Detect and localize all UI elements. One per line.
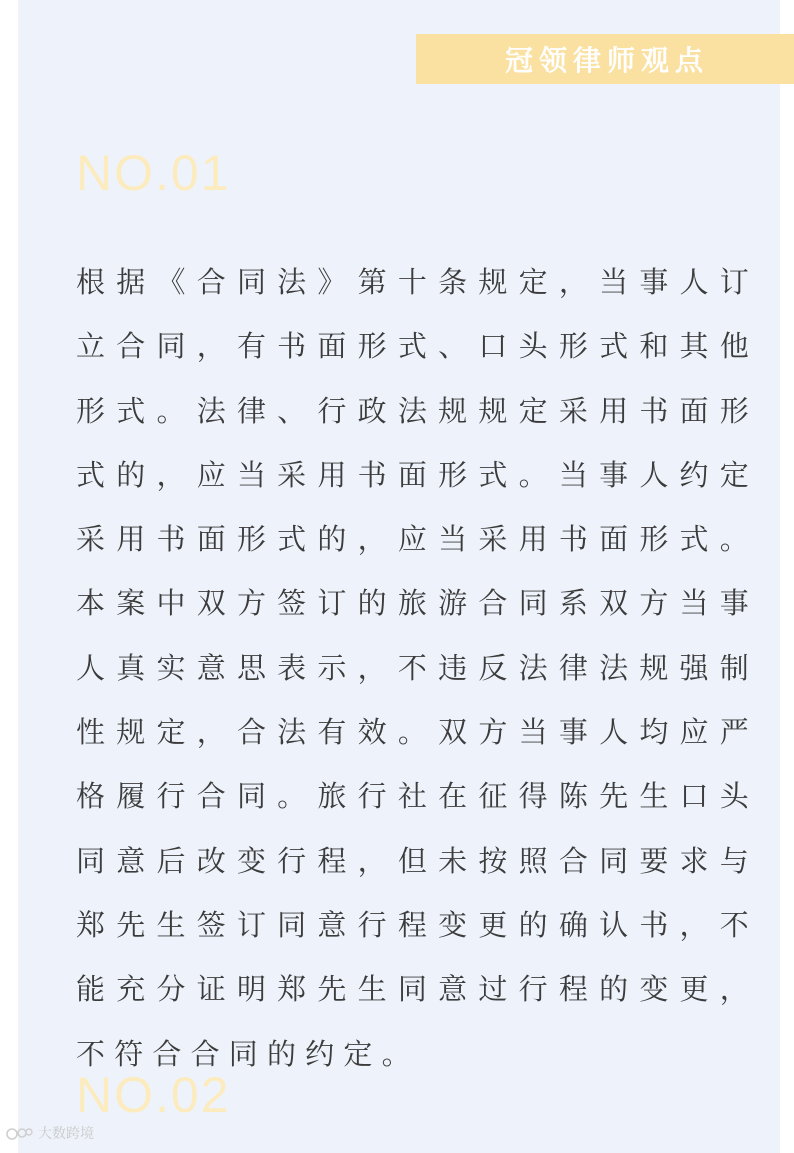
article-card (18, 0, 780, 1153)
watermark-label: 大数跨境 (38, 1126, 94, 1142)
section-number-2: NO.02 (76, 1067, 231, 1123)
watermark (6, 1123, 94, 1143)
header-badge: 冠领律师观点 (416, 34, 794, 84)
section-number-1: NO.01 (76, 145, 231, 201)
watermark-logo-icon (6, 1125, 34, 1141)
section-1-body-text: 根据《合同法》第十条规定，当事人订立合同，有书面形式、口头形式和其他形式。法律、行政法规规定采用书面形式的，应当采用书面形式。当事人约定采用书面形式的，应当采用书面形式。本案中双方签订的旅游合同系双方当事人真实意思表示，不违反法律法规强制性规定，合法有效。双方当事人均应严格履行合同。旅行社在征得陈先生口头同意后改变行程，但未按照合同要求与郑先生签订同意行程变更的确认书，不能充分证明郑先生同意过行程的变更，不符合合同的约定。 (76, 265, 758, 1071)
